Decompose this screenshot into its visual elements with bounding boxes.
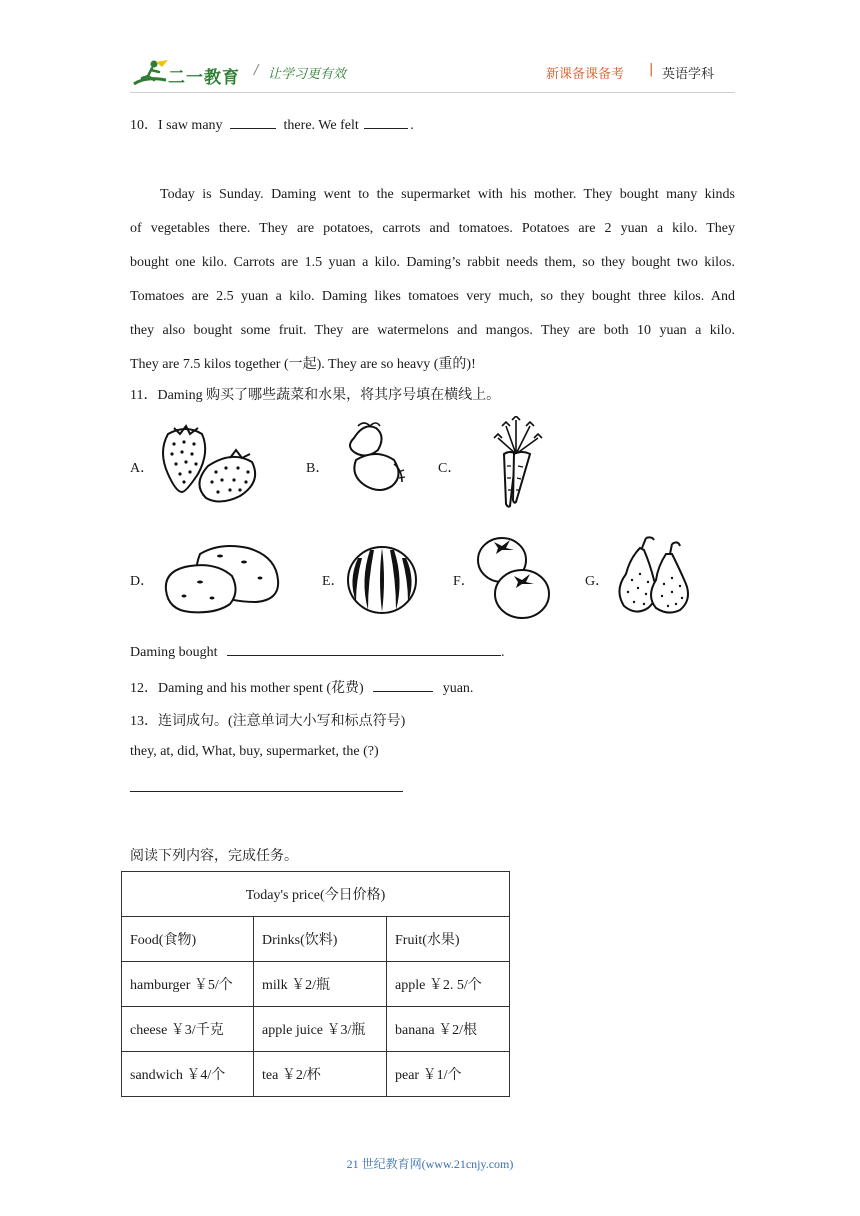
q11-answer-prefix: Daming bought xyxy=(130,645,218,660)
question-10 xyxy=(130,114,414,134)
q13-number: 13． xyxy=(130,714,158,729)
watermelon-icon[interactable] xyxy=(344,542,420,616)
slogan-separator: / xyxy=(254,63,259,78)
price-table xyxy=(121,871,510,1097)
q10-text2: there. We felt xyxy=(283,118,359,133)
q11-answer-suffix: . xyxy=(501,645,505,660)
header-divider: | xyxy=(649,62,654,77)
option-e-label: E． xyxy=(322,574,345,589)
tomatoes-icon[interactable] xyxy=(474,532,554,620)
q12-number: 12． xyxy=(130,681,158,696)
page-footer[interactable]: 21 世纪教育网(www.21cnjy.com) xyxy=(346,1157,514,1171)
table-row xyxy=(122,1007,510,1052)
task-intro: 阅读下列内容，完成任务。 xyxy=(130,849,298,864)
strawberries-icon[interactable] xyxy=(156,422,262,506)
slogan: 让学习更有效 xyxy=(268,67,347,82)
q11-number: 11． xyxy=(130,388,158,403)
passage-line: of vegetables there. They are potatoes, carrots and tomatoes. Potatoes are 2 yuan a kilo. They xyxy=(130,221,735,236)
q10-number: 10． xyxy=(130,118,158,133)
table-cell: tea ￥2/杯 xyxy=(254,1052,387,1097)
carrots-icon[interactable] xyxy=(486,416,548,510)
table-row xyxy=(122,962,510,1007)
table-cell: pear ￥1/个 xyxy=(387,1052,510,1097)
table-cell: banana ￥2/根 xyxy=(387,1007,510,1052)
q13-words: they, at, did, What, buy, supermarket, the (?) xyxy=(130,744,379,759)
question-12 xyxy=(130,677,473,697)
question-13 xyxy=(130,710,405,730)
table-header-row xyxy=(122,917,510,962)
passage-line: bought one kilo. Carrots are 1.5 yuan a kilo. Daming’s rabbit needs them, so they bought two kilos. xyxy=(130,255,735,270)
q11-answer-line xyxy=(130,643,505,661)
option-b-label: B． xyxy=(306,461,330,476)
potatoes-icon[interactable] xyxy=(160,540,284,614)
q12-text1: Daming and his mother spent (花费) xyxy=(158,681,364,696)
question-11 xyxy=(130,384,500,404)
q13-text: 连词成句。(注意单词大小写和标点符号) xyxy=(158,714,406,729)
table-row xyxy=(122,1052,510,1097)
q10-blank-2[interactable] xyxy=(364,116,408,129)
header-subject: 英语学科 xyxy=(662,67,715,82)
table-header-cell: Fruit(水果) xyxy=(387,917,510,962)
table-cell: hamburger ￥5/个 xyxy=(122,962,254,1007)
table-cell: apple juice ￥3/瓶 xyxy=(254,1007,387,1052)
q11-text: Daming 购买了哪些蔬菜和水果，将其序号填在横线上。 xyxy=(157,388,501,403)
option-d-label: D． xyxy=(130,574,155,589)
table-cell: milk ￥2/瓶 xyxy=(254,962,387,1007)
runner-logo-icon xyxy=(132,58,172,88)
option-c-label: C． xyxy=(438,461,462,476)
table-cell: sandwich ￥4/个 xyxy=(122,1052,254,1097)
turnips-icon[interactable] xyxy=(336,420,408,492)
passage-line: They are 7.5 kilos together (一起). They are so heavy (重的)! xyxy=(130,357,476,372)
option-g-label: G． xyxy=(585,574,610,589)
table-cell: apple ￥2. 5/个 xyxy=(387,962,510,1007)
table-title-row xyxy=(122,872,510,917)
q10-text3: . xyxy=(410,118,414,133)
table-title: Today's price(今日价格) xyxy=(122,872,510,917)
header-right-text: 新课备课备考 xyxy=(546,67,625,82)
q11-answer-blank[interactable] xyxy=(227,643,501,656)
q12-text2: yuan. xyxy=(442,681,474,696)
q10-text1: I saw many xyxy=(158,118,223,133)
table-header-cell: Drinks(饮料) xyxy=(254,917,387,962)
reading-passage xyxy=(130,178,735,382)
logo-text: 二一教育 xyxy=(168,68,240,88)
header-rule xyxy=(130,92,735,93)
table-cell: cheese ￥3/千克 xyxy=(122,1007,254,1052)
option-a-label: A． xyxy=(130,461,155,476)
option-f-label: F． xyxy=(453,574,475,589)
pears-icon[interactable] xyxy=(610,534,694,616)
q13-answer-line[interactable] xyxy=(130,791,403,792)
passage-line: they also bought some fruit. They are watermelons and mangos. They are both 10 yuan a kilo. xyxy=(130,323,735,338)
table-header-cell: Food(食物) xyxy=(122,917,254,962)
passage-line: Tomatoes are 2.5 yuan a kilo. Daming likes tomatoes very much, so they bought three kilos. And xyxy=(130,289,735,304)
passage-line: Today is Sunday. Daming went to the supermarket with his mother. They bought many kinds xyxy=(160,187,735,202)
q10-blank-1[interactable] xyxy=(230,116,276,129)
q12-blank[interactable] xyxy=(373,679,433,692)
